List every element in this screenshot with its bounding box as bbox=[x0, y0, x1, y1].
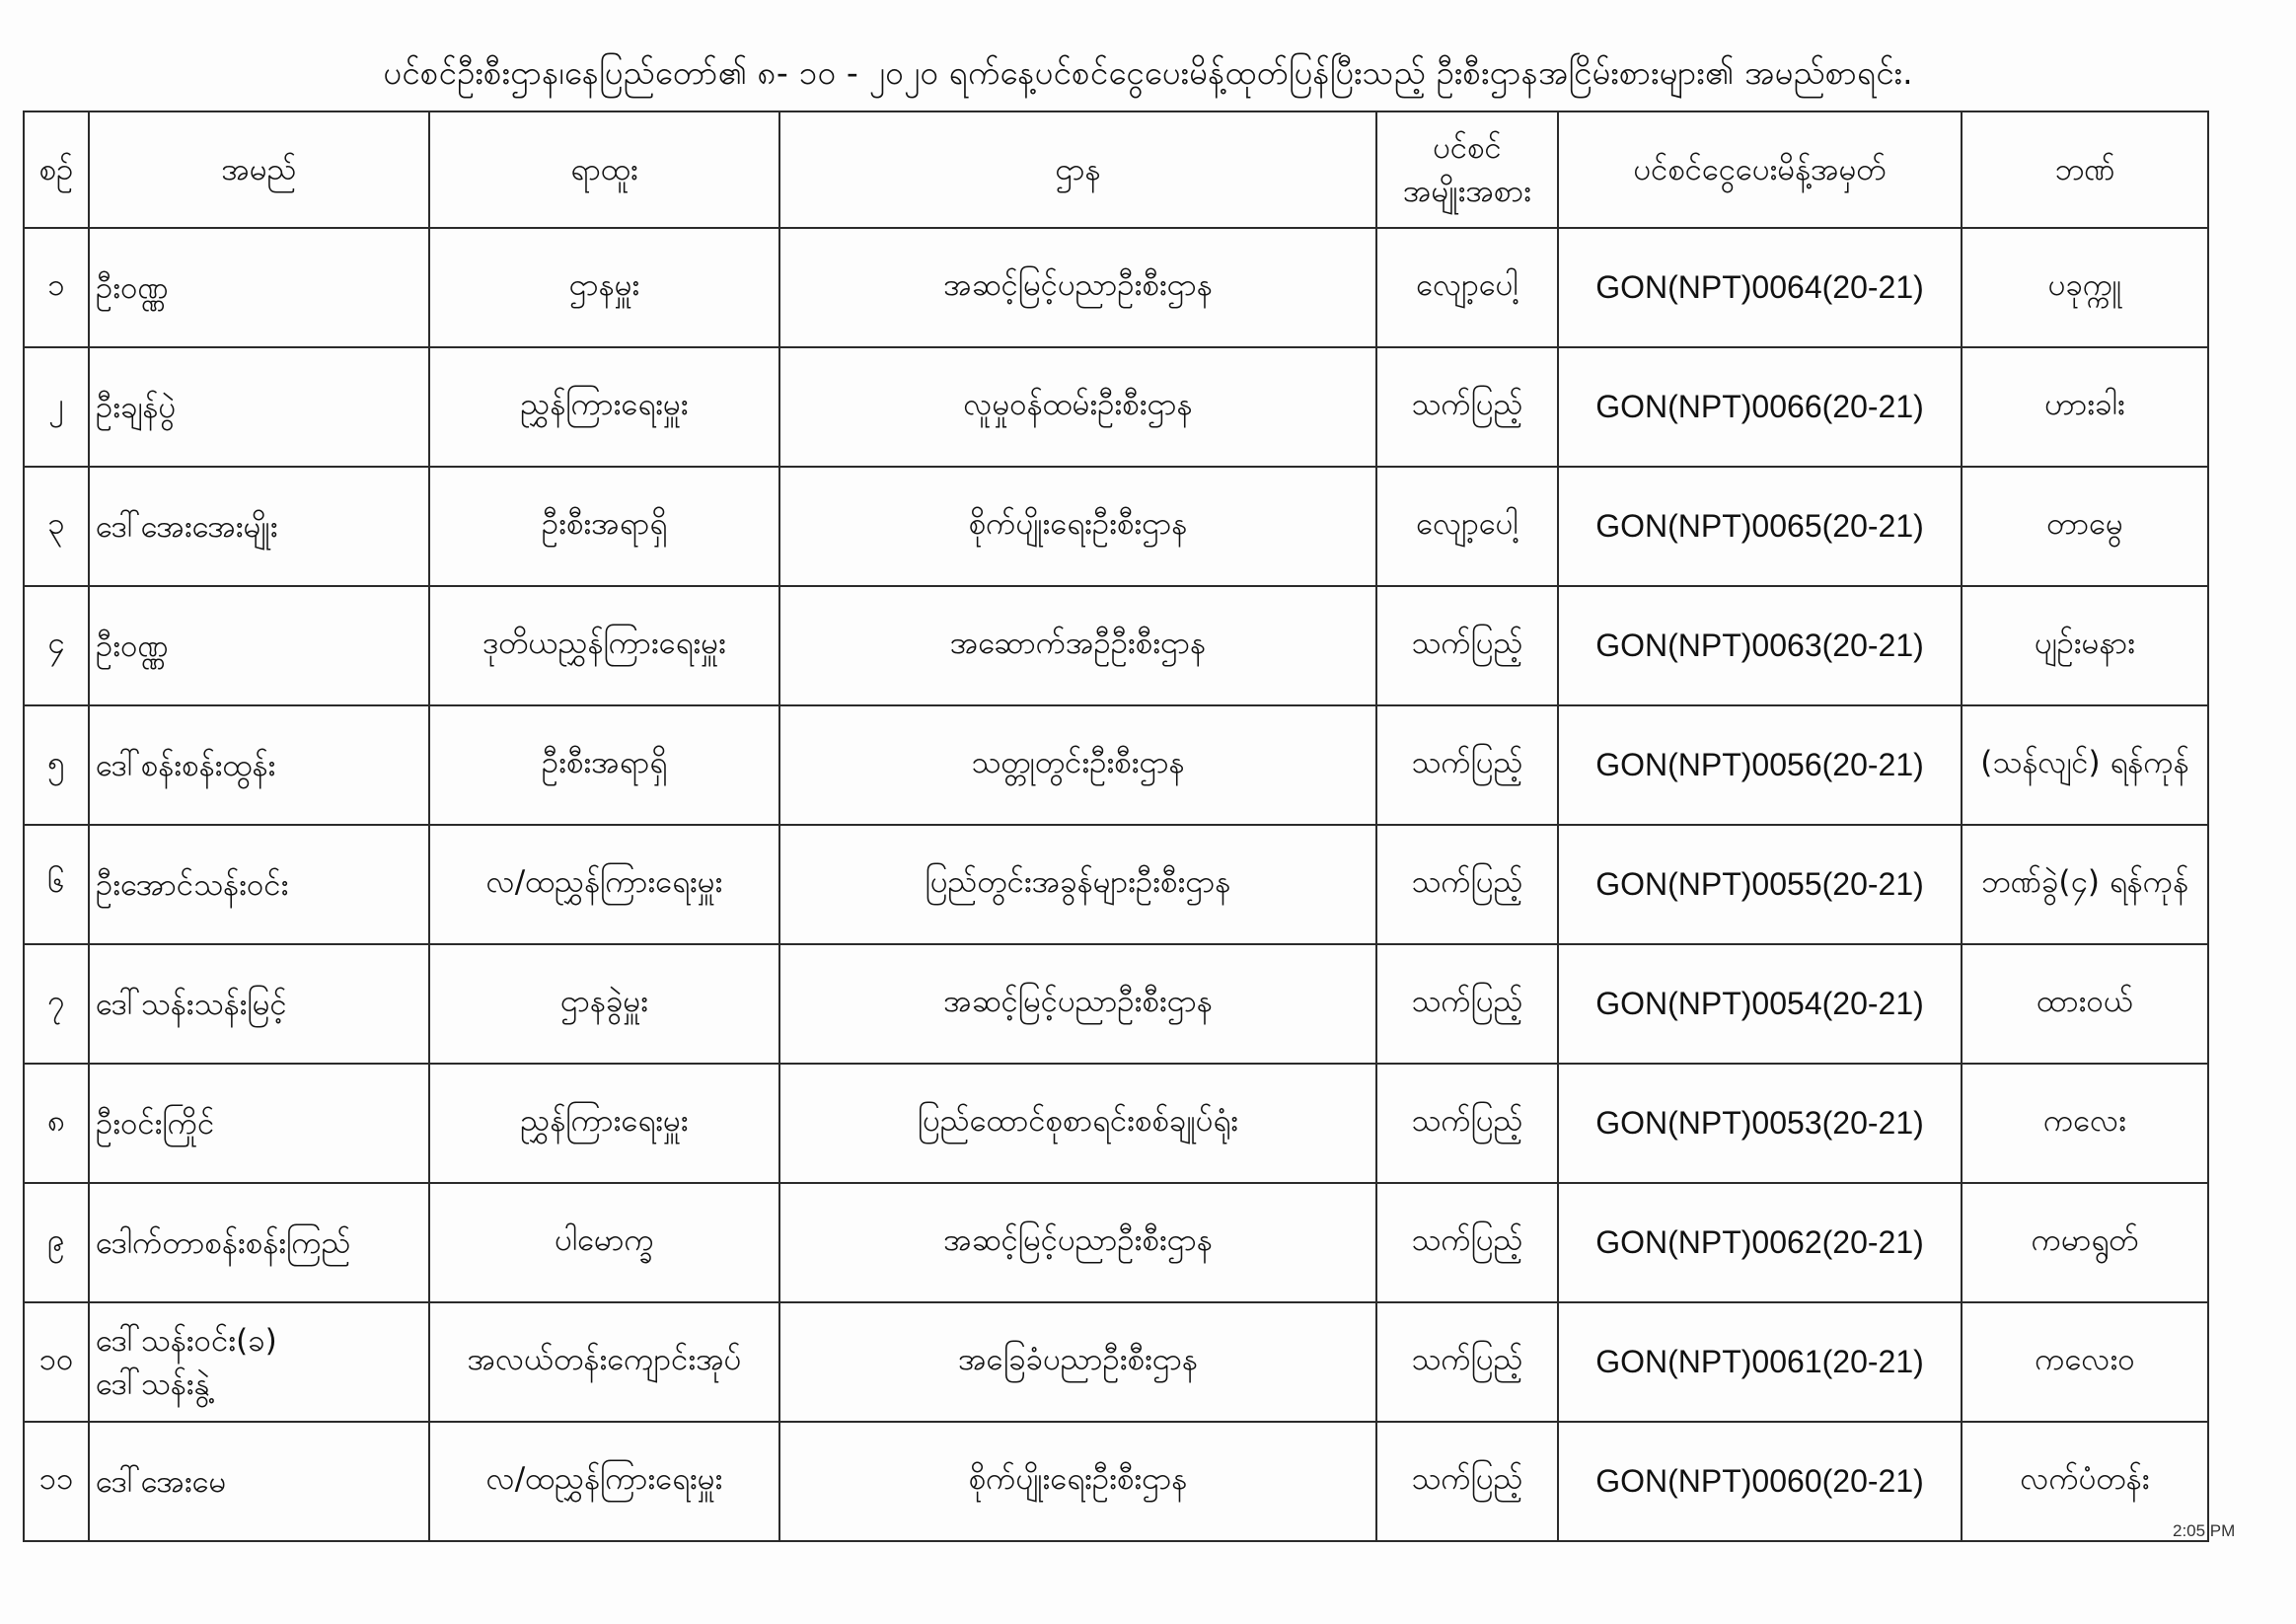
cell-no bbox=[24, 347, 89, 467]
cell-no bbox=[24, 1064, 89, 1183]
cell-pension-order-number bbox=[1558, 1183, 1962, 1302]
cell-no bbox=[24, 1302, 89, 1422]
cell-pension-order-number bbox=[1558, 1302, 1962, 1422]
cell-department-text: သတ္တုတွင်းဦးစီးဌာန bbox=[971, 744, 1185, 780]
cell-pension-type-text: သက်ပြည့် bbox=[1411, 863, 1523, 900]
cell-pension-type-text: သက်ပြည့် bbox=[1411, 1102, 1523, 1139]
cell-name-line1: ဦးဝင်းကြိုင် bbox=[96, 1105, 215, 1142]
cell-bank bbox=[1962, 1422, 2208, 1541]
cell-pension-order-number-text: GON(NPT)0053(20-21) bbox=[1595, 1105, 1924, 1141]
cell-bank bbox=[1962, 467, 2208, 586]
cell-rank-text: ဌာနမှူး bbox=[568, 266, 640, 303]
cell-department bbox=[779, 1422, 1376, 1541]
table-row bbox=[24, 467, 2208, 586]
cell-department-text: စိုက်ပျိုးရေးဦးစီးဌာန bbox=[968, 1460, 1188, 1497]
table-row bbox=[24, 1183, 2208, 1302]
cell-name-line1: ဒေါ်အေးမေ bbox=[96, 1463, 227, 1500]
cell-name-line1: ဒေါ်သန်းဝင်း(ခ) bbox=[96, 1322, 277, 1359]
cell-rank bbox=[429, 1422, 779, 1541]
cell-name bbox=[89, 705, 429, 825]
timestamp: 2:05 PM bbox=[2173, 1521, 2236, 1540]
cell-rank bbox=[429, 586, 779, 705]
cell-pension-order-number-text: GON(NPT)0062(20-21) bbox=[1595, 1224, 1924, 1260]
cell-pension-order-number bbox=[1558, 1422, 1962, 1541]
pension-list-table bbox=[23, 111, 2209, 1542]
cell-rank bbox=[429, 944, 779, 1064]
cell-pension-type bbox=[1376, 347, 1558, 467]
cell-no bbox=[24, 1422, 89, 1541]
cell-no bbox=[24, 228, 89, 347]
cell-pension-type-text: သက်ပြည့် bbox=[1411, 386, 1523, 422]
cell-pension-type-text: သက်ပြည့် bbox=[1411, 1460, 1523, 1497]
cell-name-line2: ဒေါ်သန်းနွဲ့ bbox=[96, 1366, 210, 1402]
cell-pension-order-number bbox=[1558, 228, 1962, 347]
cell-pension-type bbox=[1376, 586, 1558, 705]
cell-name bbox=[89, 228, 429, 347]
cell-name-line1: ဦးအောင်သန်းဝင်း bbox=[96, 866, 289, 903]
cell-name bbox=[89, 825, 429, 944]
header-name: အမည် bbox=[89, 111, 429, 228]
cell-pension-order-number-text: GON(NPT)0056(20-21) bbox=[1595, 747, 1924, 782]
cell-bank bbox=[1962, 944, 2208, 1064]
cell-pension-type bbox=[1376, 228, 1558, 347]
table-row bbox=[24, 1064, 2208, 1183]
cell-bank bbox=[1962, 825, 2208, 944]
cell-bank-text: ပခုက္ကူ bbox=[2047, 266, 2122, 303]
cell-bank bbox=[1962, 347, 2208, 467]
cell-department bbox=[779, 1302, 1376, 1422]
cell-pension-type bbox=[1376, 825, 1558, 944]
cell-rank bbox=[429, 228, 779, 347]
cell-rank bbox=[429, 347, 779, 467]
cell-no-text: ၂ bbox=[48, 386, 64, 422]
cell-department-text: ပြည်ထောင်စုစာရင်းစစ်ချုပ်ရုံး bbox=[917, 1102, 1239, 1139]
cell-pension-order-number-text: GON(NPT)0061(20-21) bbox=[1595, 1344, 1924, 1379]
cell-pension-order-number bbox=[1558, 825, 1962, 944]
cell-department bbox=[779, 347, 1376, 467]
cell-name-line1: ဒေါက်တာစန်းစန်းကြည် bbox=[96, 1224, 351, 1261]
cell-department-text: ပြည်တွင်းအခွန်များဦးစီးဌာန bbox=[925, 863, 1231, 900]
cell-name bbox=[89, 347, 429, 467]
table-body bbox=[24, 228, 2208, 1541]
cell-department bbox=[779, 228, 1376, 347]
cell-pension-order-number bbox=[1558, 1064, 1962, 1183]
cell-bank-text: ကလေးဝ bbox=[2035, 1341, 2135, 1377]
cell-rank-text: ဒုတိယညွှန်ကြားရေးမှူး bbox=[482, 625, 726, 661]
table-header-row bbox=[24, 111, 2208, 228]
cell-bank-text: ကမာရွတ် bbox=[2031, 1221, 2139, 1258]
table-row bbox=[24, 228, 2208, 347]
cell-no-text: ၃ bbox=[47, 505, 65, 542]
cell-rank bbox=[429, 825, 779, 944]
cell-department-text: အဆင့်မြင့်ပညာဦးစီးဌာန bbox=[943, 1221, 1213, 1258]
header-bank: ဘဏ် bbox=[1962, 111, 2208, 228]
cell-bank-text: ထားဝယ် bbox=[2036, 983, 2134, 1019]
cell-no-text: ၉ bbox=[47, 1221, 65, 1258]
cell-no bbox=[24, 944, 89, 1064]
cell-department-text: အဆင့်မြင့်ပညာဦးစီးဌာန bbox=[943, 266, 1213, 303]
cell-rank-text: ဦးစီးအရာရှိ bbox=[541, 744, 668, 780]
table-row bbox=[24, 825, 2208, 944]
cell-department bbox=[779, 586, 1376, 705]
cell-bank bbox=[1962, 228, 2208, 347]
cell-no-text: ၁ bbox=[47, 266, 65, 303]
table-row bbox=[24, 944, 2208, 1064]
cell-rank-text: ဦးစီးအရာရှိ bbox=[541, 505, 668, 542]
cell-name bbox=[89, 467, 429, 586]
cell-rank bbox=[429, 1064, 779, 1183]
cell-pension-type bbox=[1376, 1302, 1558, 1422]
cell-pension-order-number-text: GON(NPT)0060(20-21) bbox=[1595, 1463, 1924, 1499]
cell-no bbox=[24, 705, 89, 825]
document-title: ပင်စင်ဦးစီးဌာန၊နေပြည်တော်၏ ၈- ၁၀ - ၂၀၂၀ ရက်နေ့ပင်စင်ငွေပေးမိန့်ထုတ်ပြန်ပြီးသည့် ဦးစီးဌာနအငြိမ်းစားများ၏ အမည်စာရင်း. bbox=[383, 53, 1913, 92]
cell-pension-order-number-text: GON(NPT)0054(20-21) bbox=[1595, 986, 1924, 1021]
cell-rank-text: လ/ထညွှန်ကြားရေးမှူး bbox=[485, 1460, 723, 1497]
cell-department bbox=[779, 944, 1376, 1064]
cell-name bbox=[89, 1422, 429, 1541]
cell-no-text: ၈ bbox=[47, 1102, 65, 1139]
cell-department-text: လူမှုဝန်ထမ်းဦးစီးဌာန bbox=[963, 386, 1193, 422]
cell-bank-text: (သန်လျင်) ရန်ကုန် bbox=[1980, 744, 2189, 780]
cell-rank-text: အလယ်တန်းကျောင်းအုပ် bbox=[467, 1341, 742, 1377]
cell-no-text: ၁၁ bbox=[38, 1460, 74, 1497]
cell-department-text: အဆင့်မြင့်ပညာဦးစီးဌာန bbox=[943, 983, 1213, 1019]
cell-rank-text: လ/ထညွှန်ကြားရေးမှူး bbox=[485, 863, 723, 900]
cell-no bbox=[24, 1183, 89, 1302]
cell-name-line1: ဒေါ်သန်းသန်းမြင့် bbox=[96, 986, 287, 1022]
cell-no-text: ၄ bbox=[47, 625, 65, 661]
cell-no bbox=[24, 825, 89, 944]
header-rank: ရာထူး bbox=[429, 111, 779, 228]
cell-department bbox=[779, 825, 1376, 944]
cell-department bbox=[779, 705, 1376, 825]
cell-rank-text: ညွှန်ကြားရေးမှူး bbox=[520, 1102, 689, 1139]
cell-name-line1: ဒေါ်အေးအေးမျိုး bbox=[96, 508, 278, 545]
cell-pension-type bbox=[1376, 1183, 1558, 1302]
cell-name bbox=[89, 1064, 429, 1183]
cell-pension-order-number-text: GON(NPT)0066(20-21) bbox=[1595, 389, 1924, 424]
cell-pension-order-number-text: GON(NPT)0055(20-21) bbox=[1595, 866, 1924, 902]
cell-no-text: ၇ bbox=[47, 983, 65, 1019]
cell-pension-order-number-text: GON(NPT)0064(20-21) bbox=[1595, 269, 1924, 305]
cell-pension-type-text: သက်ပြည့် bbox=[1411, 983, 1523, 1019]
table-row bbox=[24, 1302, 2208, 1422]
cell-bank-text: ဟားခါး bbox=[2044, 386, 2125, 422]
cell-pension-type-text: သက်ပြည့် bbox=[1411, 1221, 1523, 1258]
cell-department bbox=[779, 1064, 1376, 1183]
cell-name-line1: ဦးချန်ပွဲ bbox=[96, 389, 177, 425]
header-no: စဉ် bbox=[24, 111, 89, 228]
cell-pension-type-text: သက်ပြည့် bbox=[1411, 625, 1523, 661]
cell-pension-type-text: သက်ပြည့် bbox=[1411, 744, 1523, 780]
cell-pension-type-text: သက်ပြည့် bbox=[1411, 1341, 1523, 1377]
cell-bank bbox=[1962, 1064, 2208, 1183]
cell-name bbox=[89, 586, 429, 705]
cell-bank-text: တာမွေ bbox=[2046, 505, 2123, 542]
cell-rank-text: ညွှန်ကြားရေးမှူး bbox=[520, 386, 689, 422]
cell-bank-text: ကလေး bbox=[2042, 1102, 2127, 1139]
cell-pension-order-number bbox=[1558, 467, 1962, 586]
cell-department-text: အခြေခံပညာဦးစီးဌာန bbox=[958, 1341, 1198, 1377]
cell-name-line1: ဦးဝဏ္ဏ bbox=[96, 269, 169, 306]
cell-no bbox=[24, 586, 89, 705]
cell-rank bbox=[429, 1302, 779, 1422]
cell-pension-type bbox=[1376, 1422, 1558, 1541]
cell-pension-order-number bbox=[1558, 347, 1962, 467]
cell-rank bbox=[429, 467, 779, 586]
cell-pension-order-number-text: GON(NPT)0063(20-21) bbox=[1595, 627, 1924, 663]
cell-bank-text: လက်ပံတန်း bbox=[2020, 1460, 2150, 1497]
cell-no-text: ၅ bbox=[47, 744, 65, 780]
cell-bank bbox=[1962, 1183, 2208, 1302]
cell-pension-order-number bbox=[1558, 944, 1962, 1064]
cell-pension-type-text: လျော့ပေါ့ bbox=[1416, 505, 1518, 542]
header-pension-type-line2: အမျိုးအစား bbox=[1403, 174, 1531, 209]
cell-rank-text: ဌာနခွဲမှူး bbox=[559, 983, 648, 1019]
cell-name-line1: ဒေါ်စန်းစန်းထွန်း bbox=[96, 747, 276, 783]
cell-name bbox=[89, 944, 429, 1064]
cell-pension-type-text: လျော့ပေါ့ bbox=[1416, 266, 1518, 303]
table-row bbox=[24, 705, 2208, 825]
cell-rank bbox=[429, 1183, 779, 1302]
header-pension-order-number: ပင်စင်ငွေပေးမိန့်အမှတ် bbox=[1558, 111, 1962, 228]
cell-rank-text: ပါမောက္ခ bbox=[555, 1221, 654, 1258]
table-row bbox=[24, 586, 2208, 705]
cell-no bbox=[24, 467, 89, 586]
cell-pension-type bbox=[1376, 467, 1558, 586]
cell-name-line1: ဦးဝဏ္ဏ bbox=[96, 627, 169, 664]
cell-department-text: စိုက်ပျိုးရေးဦးစီးဌာန bbox=[968, 505, 1188, 542]
cell-pension-type bbox=[1376, 1064, 1558, 1183]
cell-bank bbox=[1962, 1302, 2208, 1422]
cell-pension-order-number bbox=[1558, 586, 1962, 705]
cell-department-text: အဆောက်အဦဦးစီးဌာန bbox=[949, 625, 1207, 661]
cell-pension-order-number bbox=[1558, 705, 1962, 825]
cell-name bbox=[89, 1183, 429, 1302]
cell-pension-order-number-text: GON(NPT)0065(20-21) bbox=[1595, 508, 1924, 544]
cell-rank bbox=[429, 705, 779, 825]
cell-bank-text: ဘဏ်ခွဲ(၄) ရန်ကုန် bbox=[1980, 863, 2189, 900]
cell-bank bbox=[1962, 586, 2208, 705]
table-row bbox=[24, 1422, 2208, 1541]
header-pension-type bbox=[1376, 111, 1558, 228]
header-pension-type-line1: ပင်စင် bbox=[1433, 130, 1502, 166]
cell-bank-text: ပျဉ်းမနား bbox=[2034, 625, 2136, 661]
cell-no-text: ၆ bbox=[47, 863, 65, 900]
cell-pension-type bbox=[1376, 944, 1558, 1064]
cell-department bbox=[779, 1183, 1376, 1302]
cell-pension-type bbox=[1376, 705, 1558, 825]
cell-no-text: ၁၀ bbox=[38, 1341, 74, 1377]
cell-department bbox=[779, 467, 1376, 586]
cell-name bbox=[89, 1302, 429, 1422]
table-row bbox=[24, 347, 2208, 467]
header-department: ဌာန bbox=[779, 111, 1376, 228]
cell-bank bbox=[1962, 705, 2208, 825]
